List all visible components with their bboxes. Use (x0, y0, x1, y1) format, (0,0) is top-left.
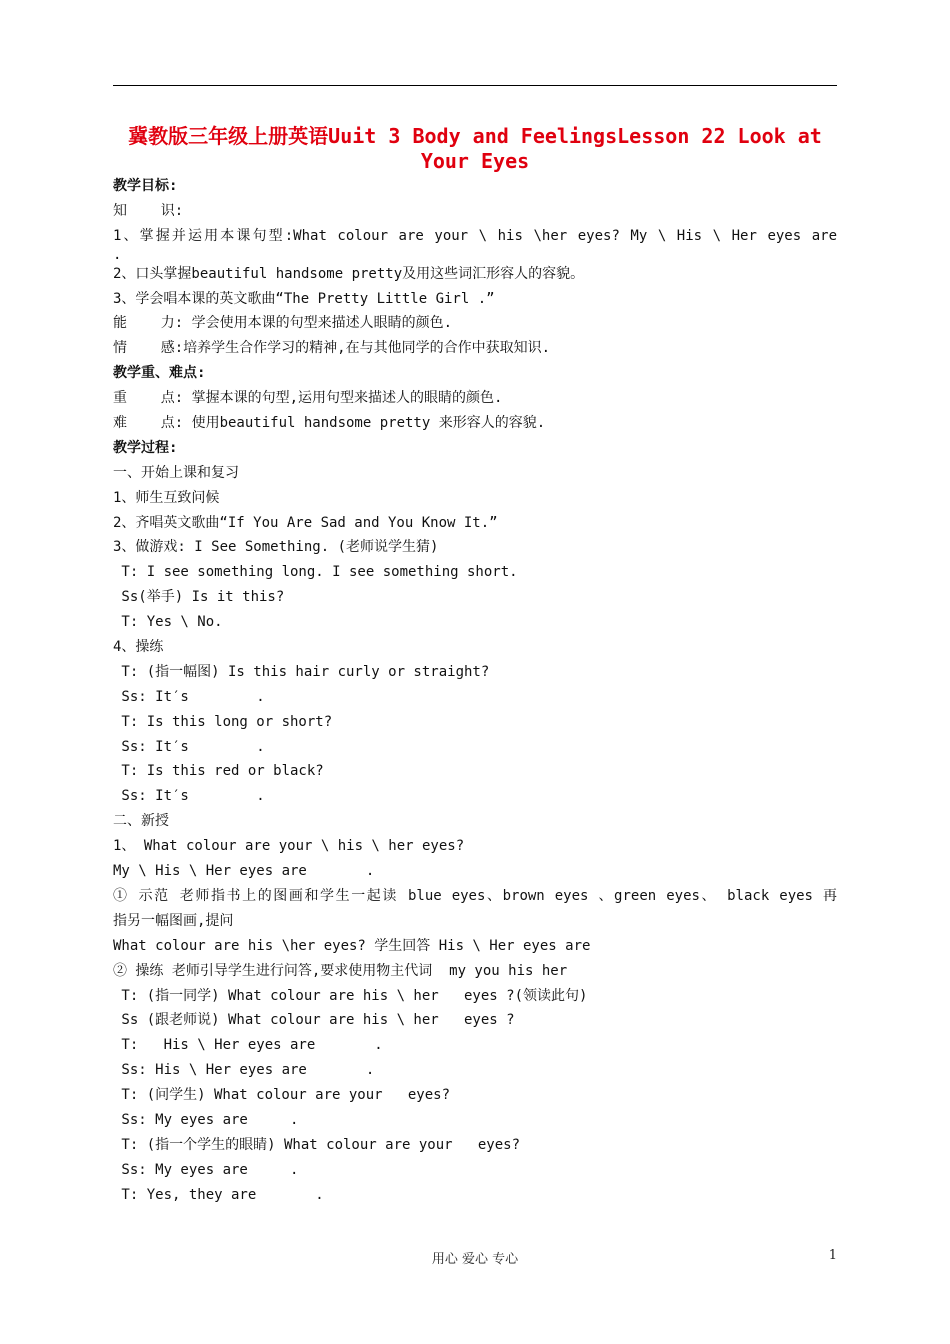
section-heading: 教学目标: (113, 178, 178, 194)
text-line: 指另一幅图画,提问 (113, 912, 234, 929)
text-line: T: (指一个学生的眼睛) What colour are your eyes? (113, 1136, 521, 1153)
text-line: 二、新授 (113, 813, 169, 830)
text-line: T: His \ Her eyes are . (113, 1037, 383, 1054)
text-line: 3、学会唱本课的英文歌曲“The Pretty Little Girl .” (113, 290, 495, 307)
text-line: Ss: My eyes are . (113, 1161, 299, 1178)
text-line: Ss(举手) Is it this? (113, 589, 285, 606)
text-line: ① 示范 老师指书上的图画和学生一起读 blue eyes、brown eyes 、green eyes、 black eyes 再 (113, 887, 837, 904)
document-title (113, 124, 837, 174)
title-line-2: Your Eyes (420, 149, 530, 173)
text-line: 1、掌握并运用本课句型:What colour are your \ his \her eyes? My \ His \ Her eyes are (113, 227, 837, 244)
text-line: . (113, 248, 122, 262)
section-heading: 教学过程: (113, 439, 178, 456)
text-line: 重 点: 掌握本课的句型,运用句型来描述人的眼睛的颜色. (113, 390, 503, 407)
text-line: 情 感:培养学生合作学习的精神,在与其他同学的合作中获取知识. (113, 340, 550, 357)
text-line: 1、 What colour are your \ his \ her eyes? (113, 838, 465, 855)
text-line: T: Is this red or black? (113, 763, 324, 780)
text-line: Ss: My eyes are . (113, 1111, 299, 1128)
text-line: T: (指一同学) What colour are his \ her eyes ?(领读此句) (113, 987, 588, 1004)
text-line: T: Yes \ No. (113, 614, 223, 631)
text-line: Ss: It′s . (113, 788, 265, 805)
text-line: Ss: It′s . (113, 738, 265, 755)
section-heading: 教学重、难点: (113, 365, 206, 382)
footer-motto: 用心 爱心 专心 (431, 1252, 519, 1267)
text-line: T: (指一幅图) Is this hair curly or straight? (113, 663, 490, 680)
text-line: 1、师生互致问候 (113, 489, 220, 506)
text-line: T: (问学生) What colour are your eyes? (113, 1087, 451, 1104)
text-line: Ss: His \ Her eyes are . (113, 1062, 375, 1079)
text-line: 能 力: 学会使用本课的句型来描述人眼睛的颜色. (113, 315, 452, 332)
text-line: 4、操练 (113, 639, 164, 656)
text-line: Ss (跟老师说) What colour are his \ her eyes ? (113, 1012, 515, 1029)
header-rule (113, 85, 837, 86)
text-line: What colour are his \her eyes? 学生回答 His \ Her eyes are (113, 937, 591, 954)
text-line: 知 识: (113, 202, 184, 219)
text-line: 2、齐唱英文歌曲“If You Are Sad and You Know It.” (113, 514, 498, 531)
text-line: T: I see something long. I see something short. (113, 564, 518, 581)
text-line: 3、做游戏: I See Something. (老师说学生猜) (113, 539, 439, 556)
text-line: ② 操练 老师引导学生进行问答,要求使用物主代词 my you his her (113, 962, 568, 979)
text-line: Ss: It′s . (113, 688, 265, 705)
text-line: 难 点: 使用beautiful handsome pretty 来形容人的容貌. (113, 415, 546, 432)
text-line: T: Yes, they are . (113, 1186, 324, 1203)
lesson-body (113, 174, 837, 1208)
text-line: 一、开始上课和复习 (113, 464, 239, 481)
page-number: 1 (828, 1248, 837, 1263)
text-line: T: Is this long or short? (113, 713, 333, 730)
text-line: 2、口头掌握beautiful handsome pretty及用这些词汇形容人的容貌。 (113, 265, 585, 282)
text-line: My \ His \ Her eyes are . (113, 863, 375, 880)
title-line-1: 冀教版三年级上册英语Uuit 3 Body and FeelingsLesson 22 Look at (128, 124, 822, 148)
